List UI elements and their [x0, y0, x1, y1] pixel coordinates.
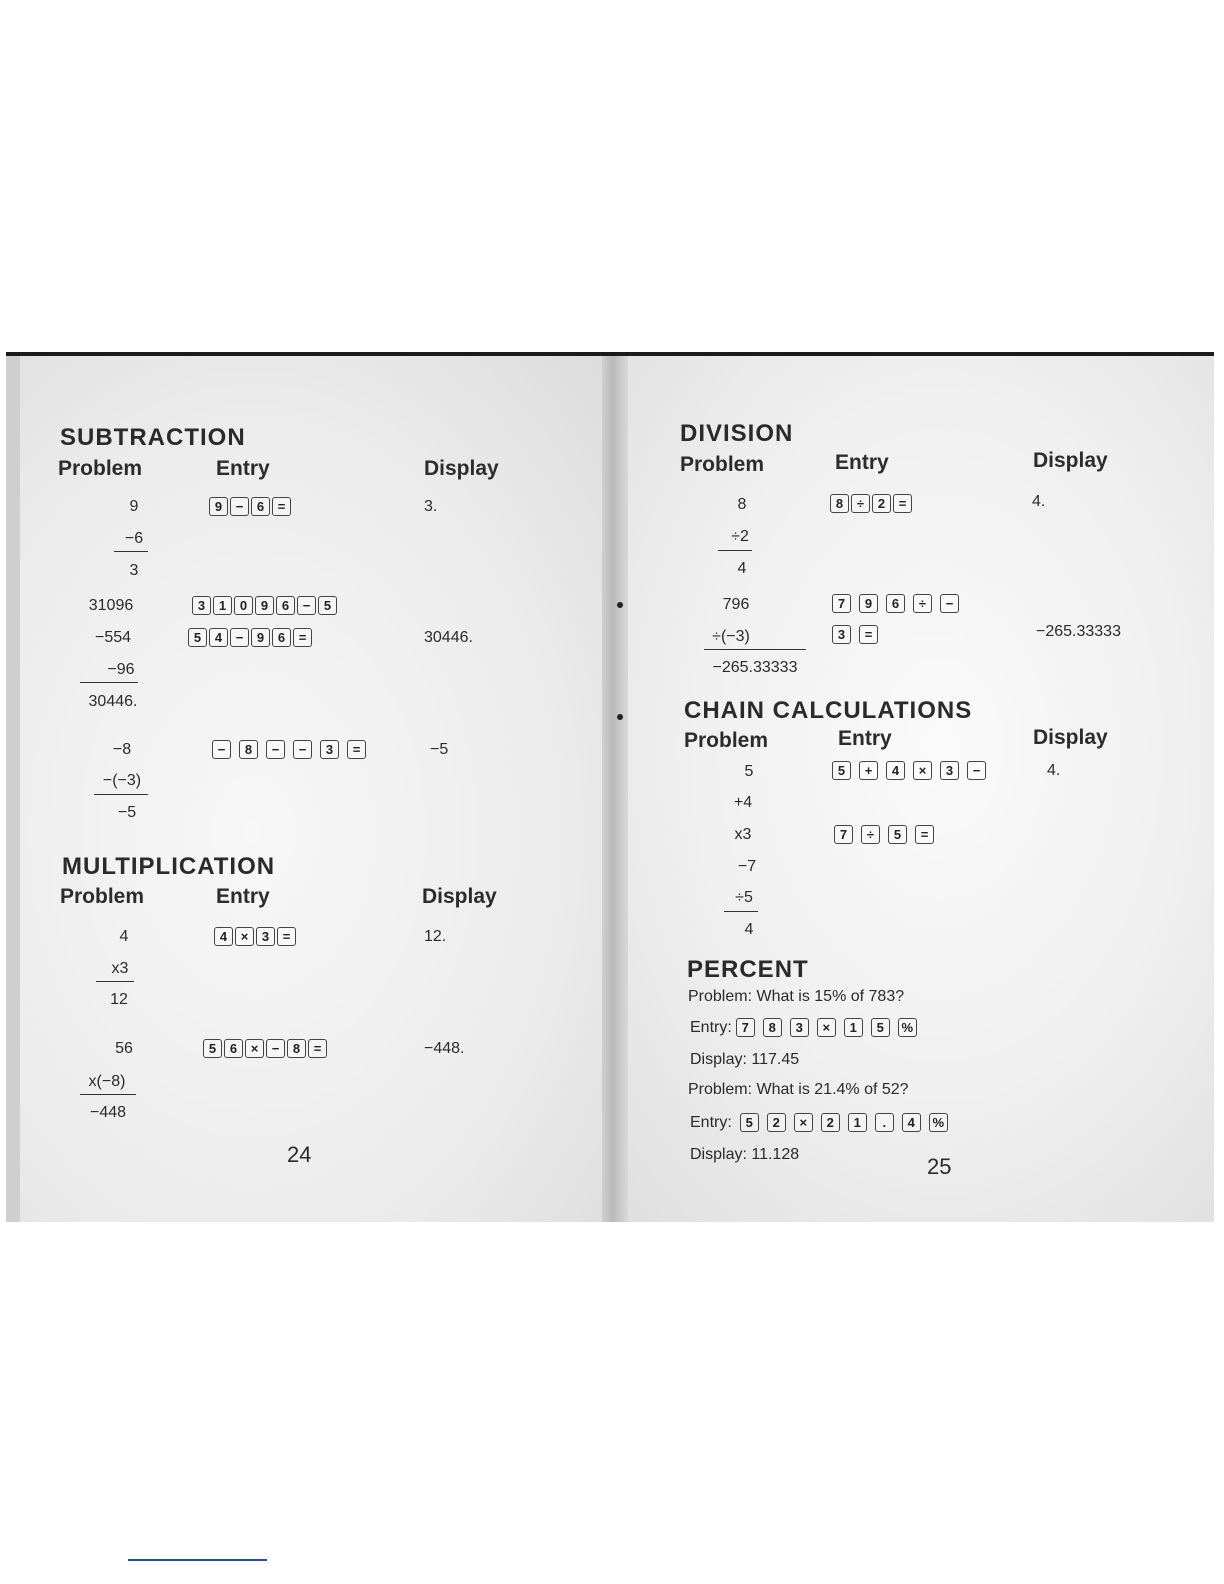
calculator-key-5: −	[967, 761, 986, 780]
calculator-key-1: 2	[767, 1113, 786, 1132]
calculator-key-2: 3	[256, 927, 275, 946]
subtraction-col-display: Display	[424, 457, 499, 480]
calculator-key-3: −	[266, 1039, 285, 1058]
chain-title: CHAIN CALCULATIONS	[684, 697, 973, 724]
mul-ex1-rule	[96, 981, 134, 982]
mul-ex1-display: 12.	[424, 928, 447, 945]
chain-line-3: x3	[734, 826, 752, 843]
calculator-key-0: −	[212, 740, 231, 759]
calculator-key-4: 6	[276, 596, 295, 615]
calculator-key-4: −	[940, 594, 959, 613]
percent-ex2-display-row	[690, 1146, 799, 1164]
sub-ex2-display: 30446.	[424, 629, 473, 646]
mul-ex1-result: 12	[110, 991, 128, 1008]
calculator-key-0: 5	[203, 1039, 222, 1058]
percent-ex1-entry-row	[690, 1018, 917, 1037]
calculator-key-3: 9	[255, 596, 274, 615]
calculator-key-5: =	[308, 1039, 327, 1058]
chain-col-problem: Problem	[684, 729, 769, 752]
div-ex1-display: 4.	[1032, 493, 1046, 510]
calculator-key-0: 7	[834, 825, 853, 844]
sub-ex3-operand1: −8	[112, 741, 132, 758]
multiplication-title: MULTIPLICATION	[62, 853, 276, 880]
sub-ex1-rule	[114, 551, 148, 552]
multiplication-col-entry: Entry	[216, 885, 270, 908]
calculator-key-4: 1	[848, 1113, 867, 1132]
calculator-key-1: 6	[224, 1039, 243, 1058]
sub-ex3-keys	[212, 740, 366, 759]
percent-ex2-problem-row	[688, 1081, 909, 1099]
div-ex2-keys-row1	[832, 594, 959, 613]
calculator-key-0: 8	[830, 494, 849, 513]
calculator-key-1: 1	[213, 596, 232, 615]
calculator-key-2: ×	[245, 1039, 264, 1058]
calculator-key-3: ×	[817, 1018, 836, 1037]
calculator-key-0: 5	[832, 761, 851, 780]
calculator-key-2: 3	[790, 1018, 809, 1037]
subtraction-title: SUBTRACTION	[60, 424, 246, 451]
calculator-key-2: 5	[888, 825, 907, 844]
percent-title: PERCENT	[687, 956, 809, 983]
division-title: DIVISION	[680, 420, 794, 447]
percent-ex2-problem-text: What is 21.4% of 52?	[756, 1081, 909, 1098]
div-ex1-result: 4	[737, 560, 747, 577]
mul-ex2-keys	[203, 1039, 327, 1058]
div-ex2-keys-row2	[832, 625, 878, 644]
calculator-key-1: ×	[235, 927, 254, 946]
sub-ex3-display: −5	[430, 741, 449, 758]
calculator-key-3: ×	[913, 761, 932, 780]
mul-ex2-operand2: x(−8)	[88, 1073, 126, 1090]
page-number-right: 25	[927, 1154, 952, 1179]
sub-ex1-result: 3	[129, 562, 139, 579]
calculator-key-1: ÷	[861, 825, 880, 844]
mul-ex2-rule	[80, 1094, 136, 1095]
chain-line-4: −7	[737, 858, 757, 875]
chain-col-entry: Entry	[838, 727, 892, 750]
mul-ex1-operand1: 4	[119, 928, 129, 945]
calculator-key-2: 6	[251, 497, 270, 516]
division-col-entry: Entry	[835, 451, 889, 474]
calculator-key-0: 5	[740, 1113, 759, 1132]
calculator-key-2: 4	[886, 761, 905, 780]
page-number-left: 24	[287, 1142, 312, 1167]
chain-rule	[724, 911, 758, 912]
div-ex2-display: −265.33333	[1036, 623, 1121, 640]
sub-ex2-operand2: −554	[94, 629, 132, 646]
percent-ex1-problem-row	[688, 988, 904, 1006]
calculator-key-6: 5	[318, 596, 337, 615]
calculator-key-5: .	[875, 1113, 894, 1132]
book-gutter	[602, 356, 628, 1222]
calculator-key-0: 9	[209, 497, 228, 516]
calculator-key-2: 2	[872, 494, 891, 513]
sub-ex2-result: 30446.	[88, 693, 138, 710]
manual-spread	[6, 352, 1214, 1222]
calculator-key-0: 4	[214, 927, 233, 946]
calculator-key-2: −	[230, 628, 249, 647]
sub-ex2-rule	[80, 682, 138, 683]
calculator-key-0: 3	[832, 625, 851, 644]
percent-ex1-problem-label: Problem:	[688, 988, 753, 1005]
calculator-key-4: 3	[320, 740, 339, 759]
percent-ex1-display-label: Display:	[690, 1051, 747, 1068]
calculator-key-1: 4	[209, 628, 228, 647]
calculator-key-0: 7	[832, 594, 851, 613]
subtraction-col-problem: Problem	[58, 457, 143, 480]
div-ex1-keys	[830, 494, 912, 513]
div-ex1-operand2: ÷2	[731, 528, 749, 545]
calculator-key-1: −	[230, 497, 249, 516]
multiplication-col-problem: Problem	[60, 885, 145, 908]
calculator-key-0: 5	[188, 628, 207, 647]
percent-ex2-display-label: Display:	[690, 1146, 747, 1163]
calculator-key-6: 4	[902, 1113, 921, 1132]
calculator-key-4: 3	[940, 761, 959, 780]
chain-keys-row1	[832, 761, 986, 780]
chain-display: 4.	[1047, 762, 1061, 779]
sub-ex3-rule	[94, 794, 148, 795]
sub-ex2-operand3: −96	[107, 661, 135, 678]
binding-mark-2	[617, 714, 623, 720]
calculator-key-1: 8	[763, 1018, 782, 1037]
chain-line-5: ÷5	[735, 889, 753, 906]
calculator-key-3: ÷	[913, 594, 932, 613]
mul-ex1-operand2: x3	[111, 960, 129, 977]
chain-result: 4	[744, 921, 754, 938]
percent-ex2-display-value: 11.128	[751, 1146, 800, 1163]
calculator-key-2: 0	[234, 596, 253, 615]
calculator-key-3: −	[293, 740, 312, 759]
sub-ex2-operand1: 31096	[88, 597, 134, 614]
calculator-key-3: =	[277, 927, 296, 946]
sub-ex2-keys-row2	[188, 628, 312, 647]
binding-mark-1	[617, 602, 623, 608]
mul-ex2-result: −448	[89, 1104, 127, 1121]
calculator-key-4: 6	[272, 628, 291, 647]
sub-ex1-display: 3.	[424, 498, 438, 515]
calculator-key-2: ×	[794, 1113, 813, 1132]
calculator-key-3: =	[272, 497, 291, 516]
calculator-key-4: 8	[287, 1039, 306, 1058]
percent-ex2-problem-label: Problem:	[688, 1081, 753, 1098]
calculator-key-0: 7	[736, 1018, 755, 1037]
calculator-key-4: 1	[844, 1018, 863, 1037]
calculator-key-0: 3	[192, 596, 211, 615]
div-ex2-operand2: ÷(−3)	[712, 628, 750, 645]
div-ex2-operand1: 796	[722, 596, 750, 613]
calculator-key-1: 9	[859, 594, 878, 613]
percent-ex1-display-row	[690, 1051, 799, 1069]
percent-ex1-display-value: 117.45	[751, 1051, 800, 1068]
mul-ex2-operand1: 56	[115, 1040, 133, 1057]
multiplication-col-display: Display	[422, 885, 497, 908]
division-col-problem: Problem	[680, 453, 765, 476]
sub-ex1-operand2: −6	[124, 530, 144, 547]
calculator-key-5: 5	[871, 1018, 890, 1037]
calculator-key-1: ÷	[851, 494, 870, 513]
sub-ex1-keys	[209, 497, 291, 516]
calculator-key-2: −	[266, 740, 285, 759]
sub-ex1-operand1: 9	[129, 498, 139, 515]
calculator-key-3: =	[915, 825, 934, 844]
mul-ex1-keys	[214, 927, 296, 946]
calculator-key-3: 9	[251, 628, 270, 647]
calculator-key-7: %	[929, 1113, 948, 1132]
percent-ex2-keys	[740, 1113, 948, 1132]
calculator-key-2: 6	[886, 594, 905, 613]
mul-ex2-display: −448.	[424, 1040, 465, 1057]
division-col-display: Display	[1033, 449, 1108, 472]
percent-ex1-entry-label: Entry:	[690, 1018, 732, 1036]
calculator-key-5: =	[347, 740, 366, 759]
div-ex2-rule	[704, 649, 806, 650]
chain-line-2: +4	[733, 794, 753, 811]
sub-ex3-result: −5	[117, 804, 137, 821]
calculator-key-5: −	[297, 596, 316, 615]
percent-ex2-entry-label: Entry:	[690, 1113, 732, 1131]
calculator-key-3: 2	[821, 1113, 840, 1132]
blue-underline	[128, 1559, 267, 1561]
div-ex1-rule	[718, 550, 752, 551]
subtraction-col-entry: Entry	[216, 457, 270, 480]
sub-ex3-operand2: −(−3)	[102, 772, 142, 789]
percent-ex1-keys	[736, 1018, 917, 1037]
chain-col-display: Display	[1033, 726, 1108, 749]
percent-ex2-entry-row	[690, 1113, 948, 1132]
calculator-key-5: =	[293, 628, 312, 647]
div-ex2-result: −265.33333	[712, 659, 798, 676]
chain-keys-row2	[834, 825, 934, 844]
calculator-key-6: %	[898, 1018, 917, 1037]
calculator-key-3: =	[893, 494, 912, 513]
calculator-key-1: 8	[239, 740, 258, 759]
chain-line-1: 5	[744, 763, 754, 780]
calculator-key-1: =	[859, 625, 878, 644]
calculator-key-1: +	[859, 761, 878, 780]
sub-ex2-keys-row1	[192, 596, 337, 615]
percent-ex1-problem-text: What is 15% of 783?	[756, 988, 905, 1005]
div-ex1-operand1: 8	[737, 496, 747, 513]
